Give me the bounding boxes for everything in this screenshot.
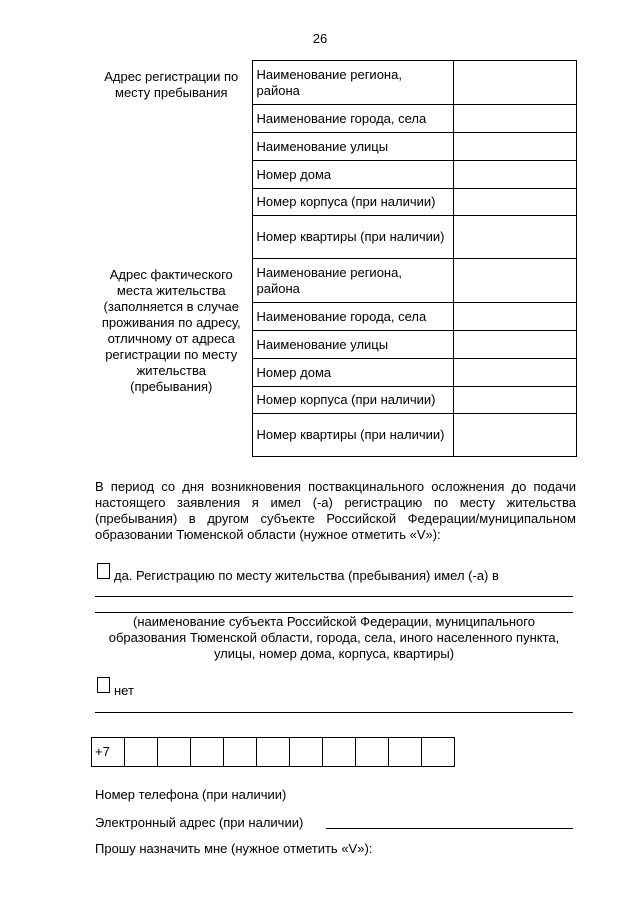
email-label: Электронный адрес (при наличии) — [95, 815, 304, 830]
row-label-apartment: Номер квартиры (при наличии) — [252, 414, 453, 457]
house-value-cell[interactable] — [453, 359, 576, 387]
phone-number-grid[interactable] — [91, 737, 455, 767]
yes-answer-line-2[interactable] — [95, 612, 573, 613]
phone-digit-cell[interactable] — [224, 737, 257, 767]
apartment-value-cell[interactable] — [453, 216, 576, 259]
registration-address-header: Адрес регистрации по месту пребывания — [104, 68, 239, 100]
phone-digit-cell[interactable] — [422, 737, 455, 767]
street-value-cell[interactable] — [453, 133, 576, 161]
city-value-cell[interactable] — [453, 105, 576, 133]
phone-digit-cell[interactable] — [356, 737, 389, 767]
phone-digit-cell[interactable] — [389, 737, 422, 767]
phone-prefix-cell: +7 — [92, 737, 125, 767]
phone-digit-cell[interactable] — [257, 737, 290, 767]
house-value-cell[interactable] — [453, 161, 576, 189]
email-input-line[interactable] — [326, 828, 573, 829]
table-row — [95, 61, 576, 105]
phone-digit-cell[interactable] — [323, 737, 356, 767]
row-label-region: Наименование региона, района — [252, 259, 453, 303]
row-label-city: Наименование города, села — [252, 303, 453, 331]
request-label: Прошу назначить мне (нужное отметить «V»): — [95, 841, 373, 856]
region-value-cell[interactable] — [453, 61, 576, 105]
apartment-value-cell[interactable] — [453, 414, 576, 457]
building-value-cell[interactable] — [453, 387, 576, 414]
row-label-street: Наименование улицы — [252, 331, 453, 359]
row-label-apartment: Номер квартиры (при наличии) — [252, 216, 453, 259]
city-value-cell[interactable] — [453, 303, 576, 331]
row-label-city: Наименование города, села — [252, 105, 453, 133]
street-value-cell[interactable] — [453, 331, 576, 359]
no-checkbox[interactable] — [97, 677, 110, 693]
region-value-cell[interactable] — [453, 259, 576, 303]
address-table — [95, 60, 577, 457]
page-number: 26 — [312, 31, 328, 46]
table-row — [95, 259, 576, 303]
row-label-building: Номер корпуса (при наличии) — [252, 189, 453, 216]
registration-question-text: В период со дня возникновения поствакцинального осложнения до подачи настоящего заявления я имел (-а) регистрацию по месту жительства (пребывания) в другом субъекте Российской Федерации/муниципальном образовании Тюменской области (нужное отметить «V»): — [95, 479, 576, 542]
phone-digit-cell[interactable] — [191, 737, 224, 767]
no-option-label: нет — [114, 683, 134, 698]
yes-option-label: да. Регистрацию по месту жительства (пребывания) имел (-а) в — [114, 568, 499, 583]
row-label-region: Наименование региона, района — [252, 61, 453, 105]
yes-answer-line[interactable] — [95, 596, 573, 597]
phone-digit-cell[interactable] — [290, 737, 323, 767]
phone-label: Номер телефона (при наличии) — [95, 787, 287, 802]
phone-digit-cell[interactable] — [158, 737, 191, 767]
no-answer-line — [95, 712, 573, 713]
phone-digit-cell[interactable] — [125, 737, 158, 767]
row-label-house: Номер дома — [252, 161, 453, 189]
row-label-building: Номер корпуса (при наличии) — [252, 387, 453, 414]
row-label-house: Номер дома — [252, 359, 453, 387]
row-label-street: Наименование улицы — [252, 133, 453, 161]
actual-address-header: Адрес фактического места жительства (заполняется в случае проживания по адресу, отличному от адреса регистрации по месту жительства (пребывания) — [101, 266, 241, 394]
building-value-cell[interactable] — [453, 189, 576, 216]
yes-checkbox[interactable] — [97, 563, 110, 579]
address-hint-note: (наименование субъекта Российской Федерации, муниципального образования Тюменской области, города, села, иного населенного пункта, улицы, номер дома, корпуса, квартиры) — [108, 614, 560, 661]
